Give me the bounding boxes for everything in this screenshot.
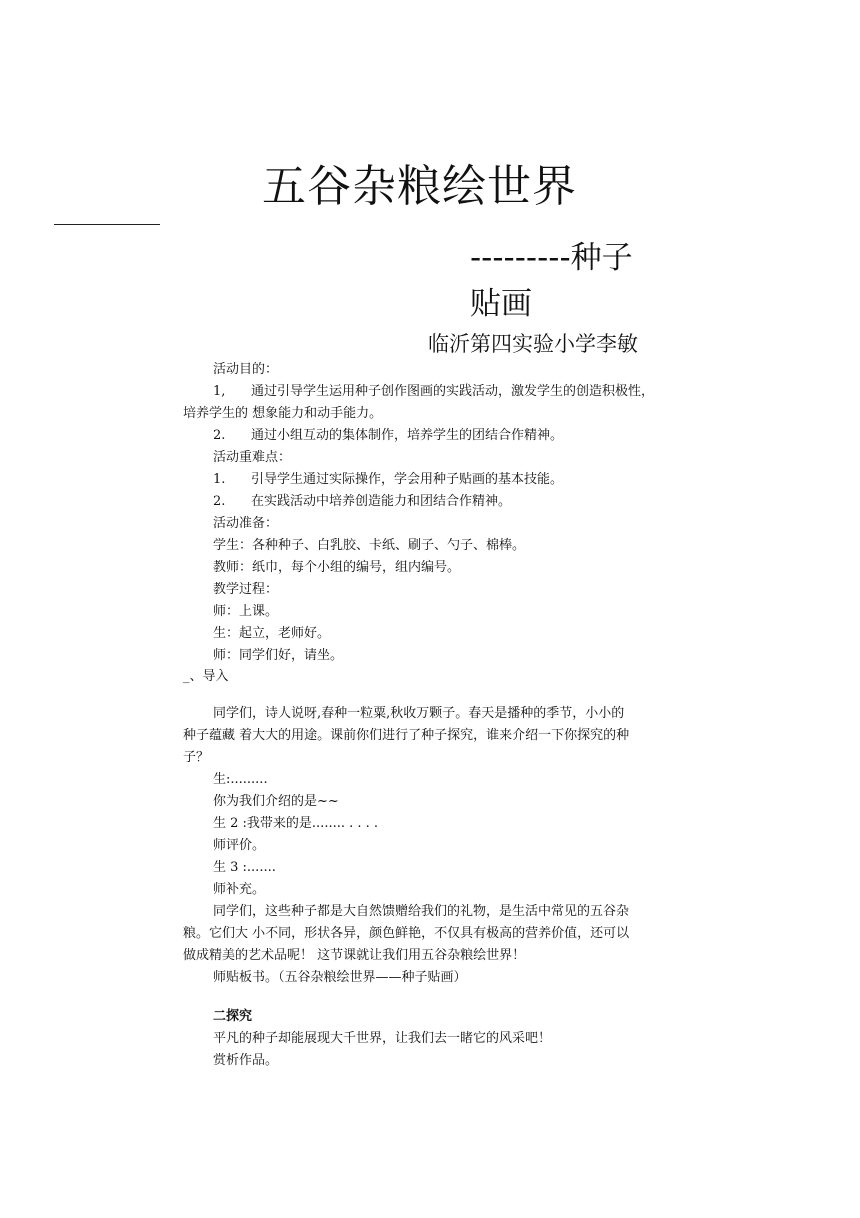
prep-student: 学生：各种种子、白乳胶、卡纸、刷子、勺子、棉棒。 (213, 538, 526, 553)
explore-line-1: 平凡的种子却能展现大千世界，让我们去一睹它的风采吧！ (213, 1031, 552, 1046)
process-line-1: 师：上课。 (213, 604, 279, 619)
dialog-line-4: 师评价。 (213, 838, 266, 853)
key-item-2-number: 2. (213, 494, 226, 509)
key-item-1 (213, 469, 563, 491)
summary-paragraph-line-2: 粮。它们大 小不同，形状各异，颜色鲜艳，不仅具有极高的营养价值，还可以 (183, 926, 630, 941)
intro-paragraph-line-2: 种子蕴藏 着大大的用途。课前你们进行了种子探究，谁来介绍一下你探究的种 (183, 728, 630, 743)
subtitle-line-2: 贴画 (470, 286, 532, 322)
subtitle-line-1: ---------种子 (470, 240, 633, 276)
explore-heading: 二探究 (213, 1009, 253, 1024)
prep-heading: 活动准备： (213, 516, 279, 531)
key-item-2 (213, 491, 511, 513)
key-item-1-text: 引导学生通过实际操作，学会用种子贴画的基本技能。 (251, 472, 564, 487)
dialog-line-1: 生:......... (213, 772, 268, 787)
key-item-2-text: 在实践活动中培养创造能力和团结合作精神。 (251, 494, 512, 509)
explore-line-2: 赏析作品。 (213, 1053, 279, 1068)
goal-item-2-text: 通过小组互动的集体制作，培养学生的团结合作精神。 (251, 428, 564, 443)
goal-item-1-text: 通过引导学生运用种子创作图画的实践活动，激发学生的创造积极性， (251, 384, 655, 399)
summary-paragraph-line-1: 同学们，这些种子都是大自然馈赠给我们的礼物，是生活中常见的五谷杂 (213, 904, 630, 919)
goal-item-1-continued: 培养学生的 想象能力和动手能力。 (183, 406, 383, 421)
author: 临沂第四实验小学李敏 (428, 332, 638, 356)
intro-heading: _、导入 (183, 669, 229, 684)
goal-item-2-number: 2. (213, 428, 226, 443)
goal-item-1 (213, 381, 654, 403)
goal-item-2 (213, 425, 563, 447)
intro-paragraph-line-1: 同学们，诗人说呀,春种一粒粟,秋收万颗子。春天是播种的季节，小小的 (213, 706, 625, 721)
dialog-line-3: 生 2 :我带来的是........ . . . . (213, 816, 379, 831)
dialog-line-6: 师补充。 (213, 882, 266, 897)
key-heading: 活动重难点： (213, 450, 292, 465)
key-item-1-number: 1. (213, 472, 226, 487)
divider-line (54, 224, 160, 225)
document-title: 五谷杂粮绘世界 (262, 161, 577, 212)
dialog-line-2: 你为我们介绍的是~~ (213, 794, 339, 809)
process-line-2: 生：起立，老师好。 (213, 626, 331, 641)
goal-item-1-number: 1, (213, 384, 226, 399)
prep-teacher: 教师：纸巾，每个小组的编号，组内编号。 (213, 560, 461, 575)
board-line: 师贴板书。（五谷杂粮绘世界——种子贴画） (213, 970, 467, 985)
goal-heading: 活动目的： (213, 362, 279, 377)
summary-paragraph-line-3: 做成精美的艺术品呢！ 这节课就让我们用五谷杂粮绘世界！ (183, 948, 526, 963)
intro-paragraph-line-3: 子？ (183, 750, 210, 765)
process-line-3: 师：同学们好，请坐。 (213, 648, 344, 663)
process-heading: 教学过程： (213, 582, 279, 597)
dialog-line-5: 生 3 :....... (213, 860, 276, 875)
